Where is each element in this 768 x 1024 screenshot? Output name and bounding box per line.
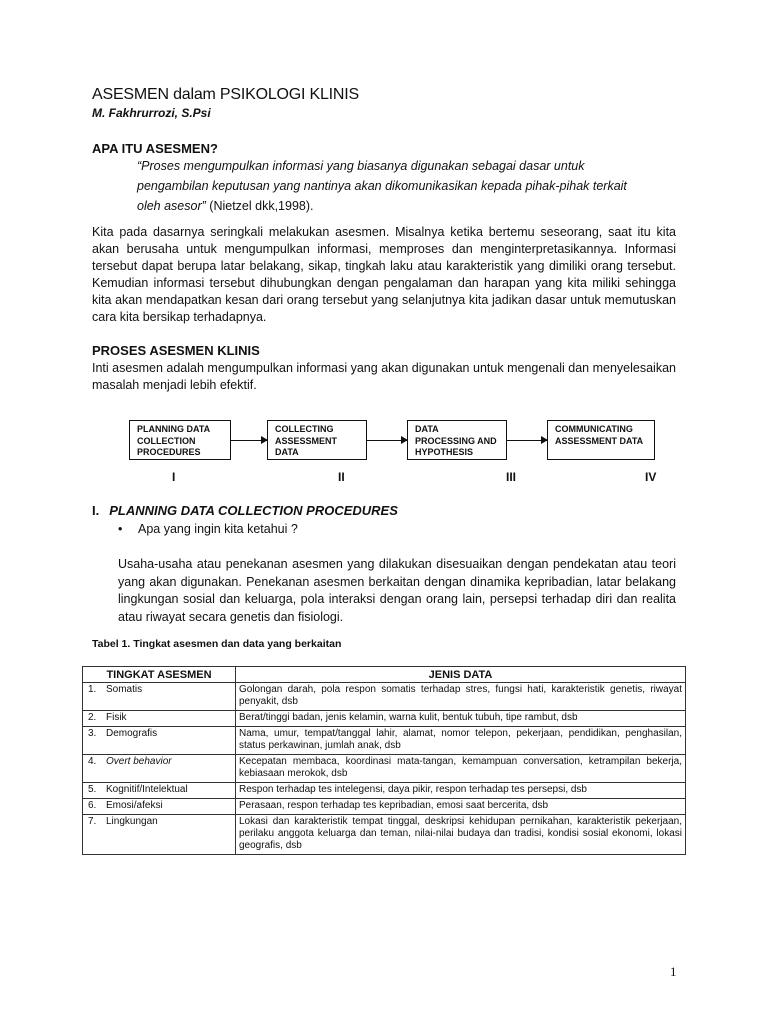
table-cell-data: Lokasi dan karakteristik tempat tinggal, deskripsi kehidupan pernikahan, karakteristik pekerjaan, perilaku anggota keluarga dan teman, nilai-nilai budaya dan tradisi, kondisi sosial ekonomi, lokasi geografis, dsb <box>236 815 686 855</box>
table-cell-data: Berat/tinggi badan, jenis kelamin, warna kulit, bentuk tubuh, tipe rambut, dsb <box>236 711 686 727</box>
table-row <box>83 727 686 755</box>
table-row <box>83 755 686 783</box>
assessment-level-table <box>82 666 686 855</box>
heading-proses-asesmen: PROSES ASESMEN KLINIS <box>92 343 260 358</box>
section-one-title: PLANNING DATA COLLECTION PROCEDURES <box>109 503 398 518</box>
bullet-dot-icon: • <box>118 522 123 536</box>
table-cell-level: 2. Fisik <box>83 711 236 727</box>
table-header-row <box>83 667 686 683</box>
table-caption: Tabel 1. Tingkat asesmen dan data yang berkaitan <box>92 638 342 650</box>
document-author: M. Fakhrurrozi, S.Psi <box>92 106 211 120</box>
flow-arrow-1 <box>231 440 267 441</box>
page-number: 1 <box>670 964 677 979</box>
flow-arrow-3 <box>507 440 547 441</box>
table-cell-level: 5. Kognitif/Intelektual <box>83 783 236 799</box>
table-cell-data: Respon terhadap tes intelegensi, daya pikir, respon terhadap tes persepsi, dsb <box>236 783 686 799</box>
paragraph-proses: Inti asesmen adalah mengumpulkan informasi yang akan digunakan untuk mengenali dan menyelesaikan masalah menjadi lebih efektif. <box>92 361 676 392</box>
flow-step-planning: PLANNING DATA COLLECTION PROCEDURES <box>129 420 231 460</box>
bullet-item <box>118 522 298 536</box>
table-cell-level: 7. Lingkungan <box>83 815 236 855</box>
table-header-data: JENIS DATA <box>236 667 686 683</box>
flow-roman-3: III <box>506 470 517 484</box>
flow-roman-2: II <box>338 470 345 484</box>
document-title: ASESMEN dalam PSIKOLOGI KLINIS <box>92 86 359 103</box>
table-cell-data: Perasaan, respon terhadap tes kepribadian, emosi saat bercerita, dsb <box>236 799 686 815</box>
bullet-text: Apa yang ingin kita ketahui ? <box>138 522 298 536</box>
table-row <box>83 683 686 711</box>
table-cell-data: Golongan darah, pola respon somatis terhadap stres, fungsi hati, karakteristik genetis, riwayat penyakit, dsb <box>236 683 686 711</box>
flow-step-collecting: COLLECTING ASSESSMENT DATA <box>267 420 367 460</box>
table-row <box>83 799 686 815</box>
heading-section-one <box>92 503 398 518</box>
section-one-number: I. <box>92 503 100 518</box>
flow-arrow-2 <box>367 440 407 441</box>
flow-roman-4: IV <box>645 470 657 484</box>
definition-quote <box>137 156 637 216</box>
table-cell-level: 4. Overt behavior <box>83 755 236 783</box>
flow-step-processing: DATA PROCESSING AND HYPOTHESIS <box>407 420 507 460</box>
table-cell-data: Kecepatan membaca, koordinasi mata-tangan, kemampuan conversation, ketrampilan bekerja, kebiasaan merokok, dsb <box>236 755 686 783</box>
paragraph-section-one: Usaha-usaha atau penekanan asesmen yang dilakukan disesuaikan dengan pendekatan atau teori yang akan digunakan. Penekanan asesmen berkaitan dengan dinamika kepribadian, latar belakang lingkungan sosial dan keluarga, pola interaksi dengan orang lain, persepsi terhadap diri dan realita atau riwayat secara genetis dan fisiologi. <box>118 557 676 624</box>
table-cell-data: Nama, umur, tempat/tanggal lahir, alamat, nomor telepon, pekerjaan, pendidikan, penghasilan, status perkawinan, jumlah anak, dsb <box>236 727 686 755</box>
quote-text: “Proses mengumpulkan informasi yang biasanya digunakan sebagai dasar untuk pengambilan keputusan yang nantinya akan dikomunikasikan kepada pihak-pihak terkait oleh asesor” <box>137 159 627 213</box>
heading-apa-itu-asesmen: APA ITU ASESMEN? <box>92 141 218 156</box>
quote-reference: (Nietzel dkk,1998). <box>209 199 314 213</box>
table-cell-level: 6. Emosi/afeksi <box>83 799 236 815</box>
table-cell-level: 1. Somatis <box>83 683 236 711</box>
table-row <box>83 783 686 799</box>
process-flow-diagram <box>0 420 768 490</box>
flow-roman-1: I <box>172 470 176 484</box>
table-header-level: TINGKAT ASESMEN <box>83 667 236 683</box>
table-row <box>83 815 686 855</box>
paragraph-intro: Kita pada dasarnya seringkali melakukan asesmen. Misalnya ketika bertemu seseorang, saat itu kita akan berusaha untuk mengumpulkan informasi, memproses dan menginterpretasikannya. Informasi tersebut dapat berupa latar belakang, sikap, tingkah laku atau karakteristik yang dimiliki orang tersebut. Kemudian informasi tersebut dihubungkan dengan pengalaman dan harapan yang kita miliki sehingga kita akan mendapatkan kesan dari orang tersebut yang selanjutnya kita jadikan dasar untuk memutuskan cara kita bersikap terhadapnya. <box>92 225 676 324</box>
flow-step-communicating: COMMUNICATING ASSESSMENT DATA <box>547 420 655 460</box>
table-row <box>83 711 686 727</box>
table-cell-level: 3. Demografis <box>83 727 236 755</box>
